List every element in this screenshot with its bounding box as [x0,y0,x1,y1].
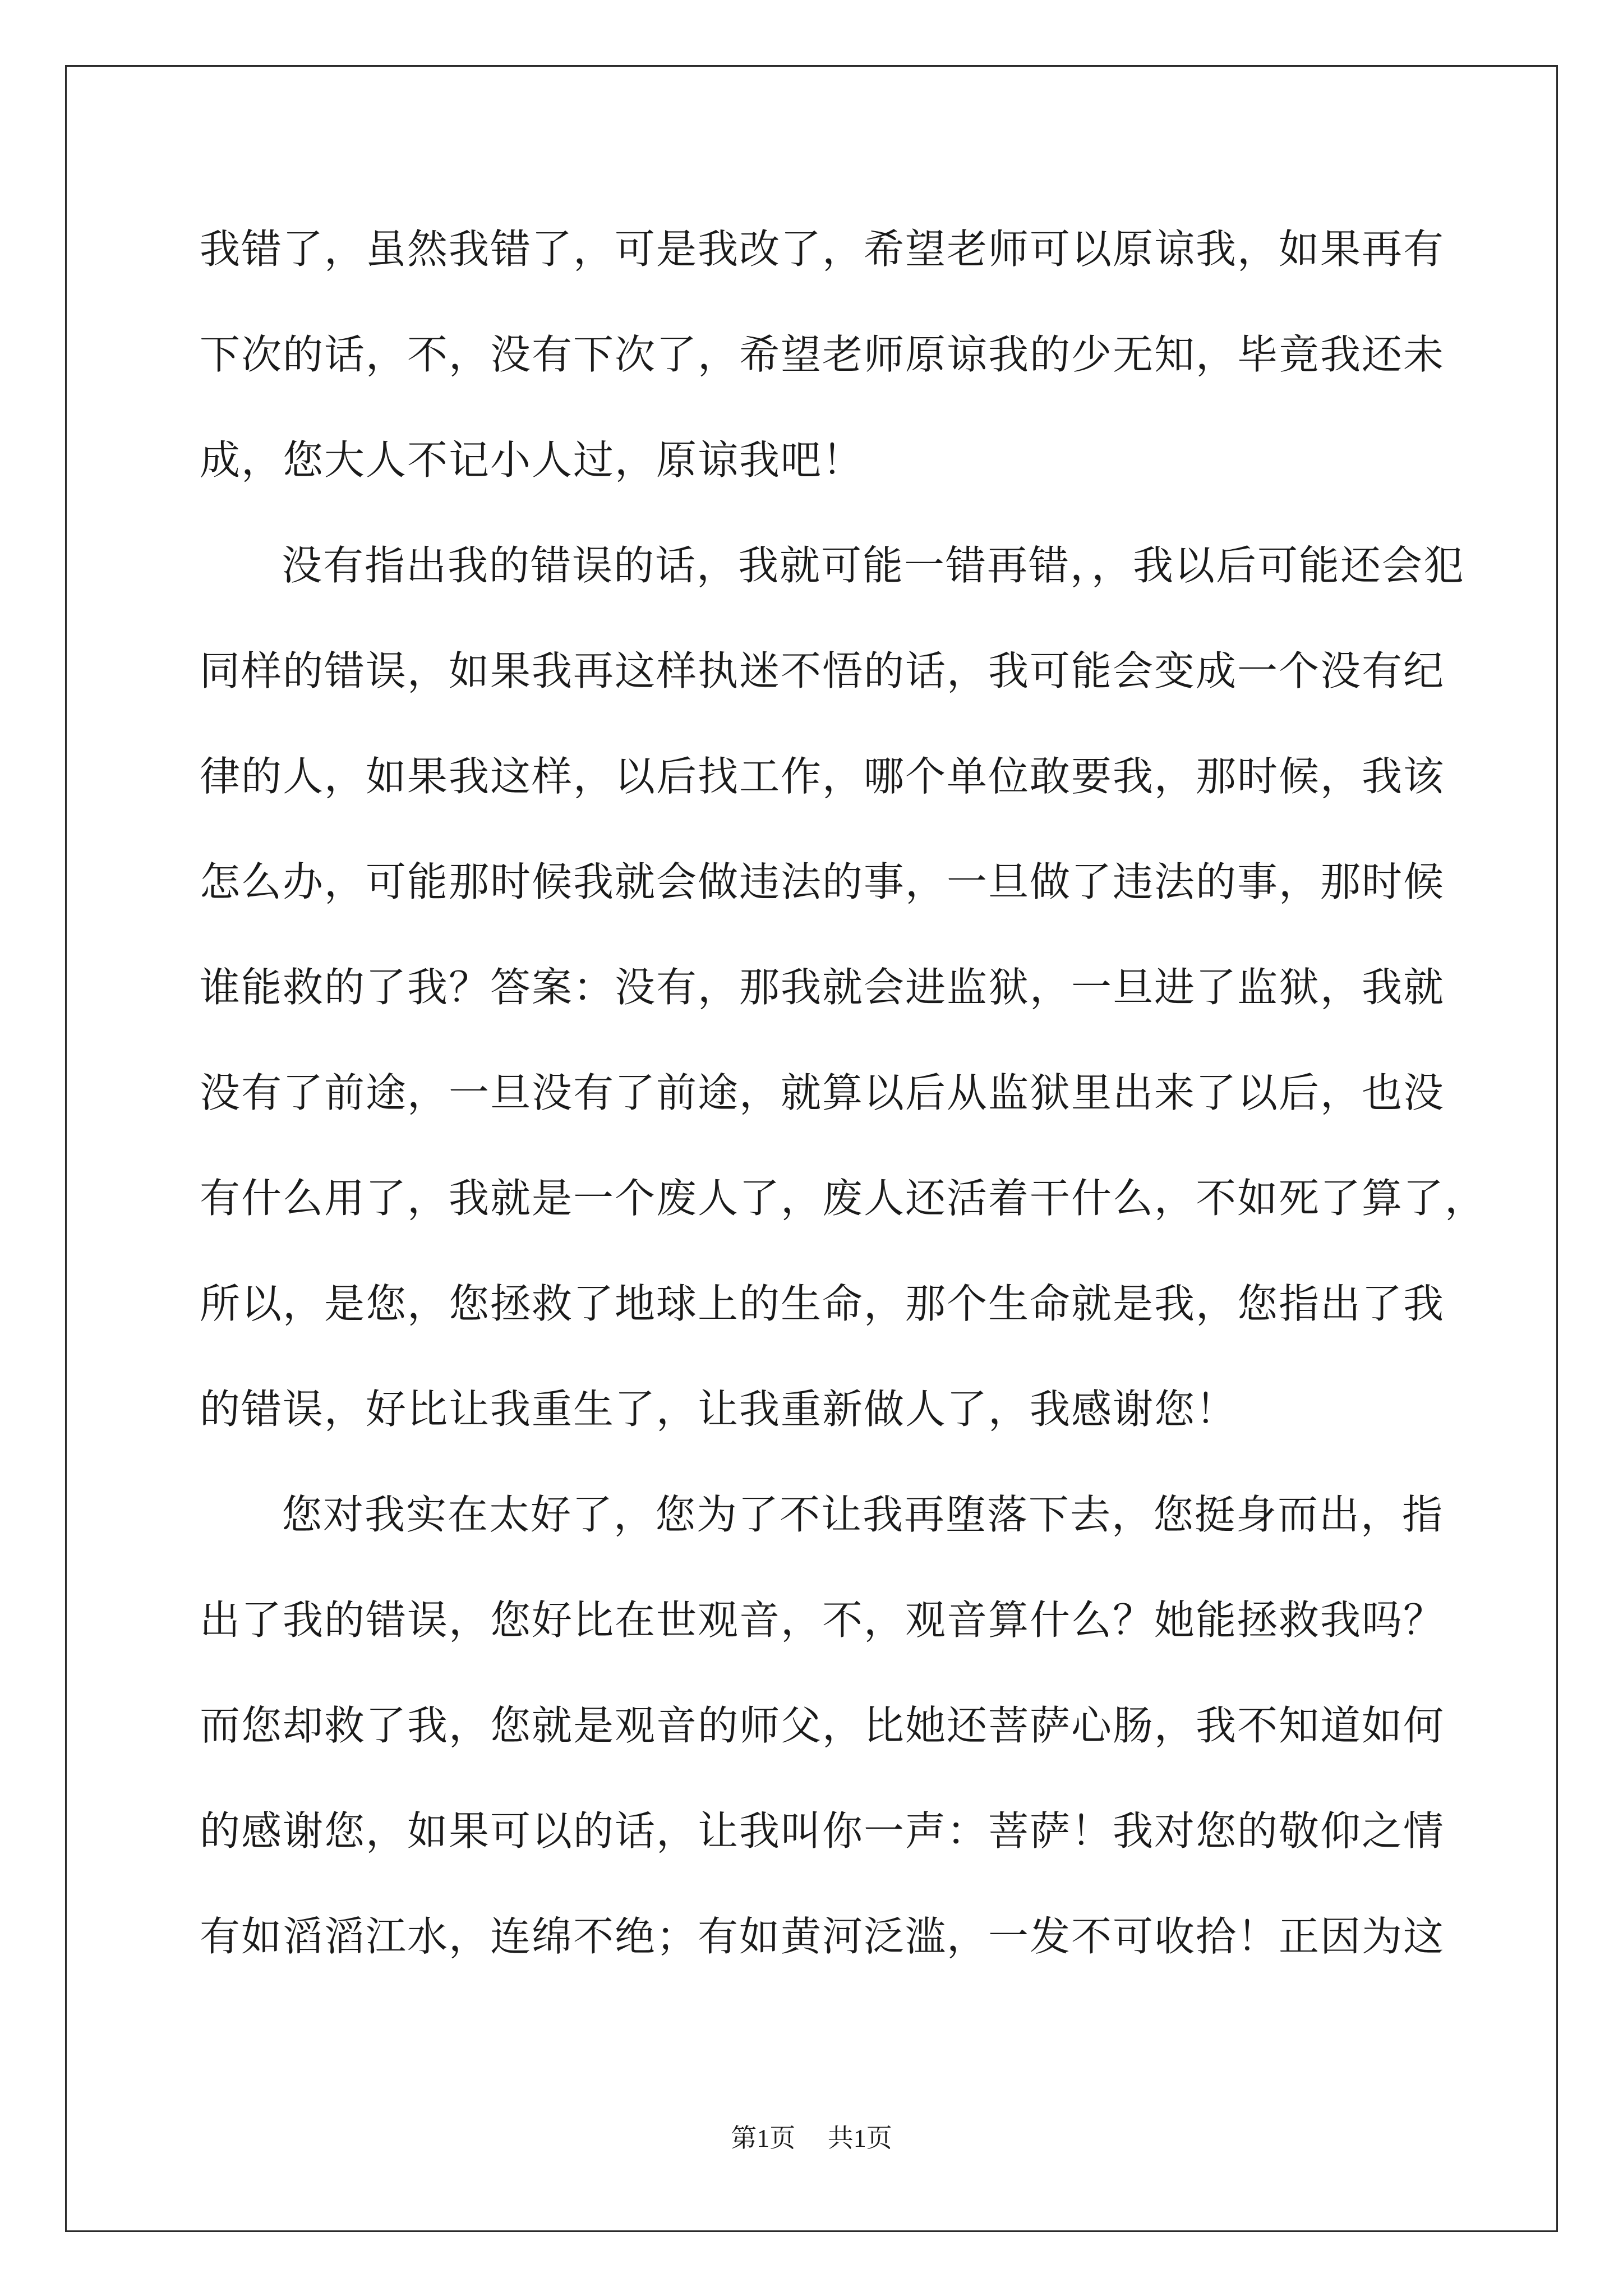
text-line: 而您却救了我，您就是观音的师父，比她还菩萨心肠，我不知道如何 [200,1702,1445,1749]
text-line: 有什么用了，我就是一个废人了，废人还活着干什么，不如死了算了， [200,1175,1487,1222]
text-line: 的错误，好比让我重生了，让我重新做人了，我感谢您！ [200,1386,1238,1433]
text-line: 我错了，虽然我错了，可是我改了，希望老师可以原谅我，如果再有 [200,226,1445,273]
text-line: 的感谢您，如果可以的话，让我叫你一声：菩萨！我对您的敬仰之情 [200,1807,1445,1855]
text-line: 所以，是您，您拯救了地球上的生命，那个生命就是我，您指出了我 [200,1280,1445,1327]
text-line: 同样的错误，如果我再这样执迷不悟的话，我可能会变成一个没有纪 [200,647,1445,694]
page-footer [0,2118,1623,2155]
page-number-current: 第1页 [731,2124,796,2152]
document-body [200,208,1487,2000]
text-line: 有如滔滔江水，连绵不绝；有如黄河泛滥，一发不可收拾！正因为这 [200,1913,1445,1960]
text-line: 律的人，如果我这样，以后找工作，哪个单位敢要我，那时候，我该 [200,753,1445,800]
text-line: 成，您大人不记小人过，原谅我吧！ [200,436,864,484]
text-line: 没有了前途，一旦没有了前途，就算以后从监狱里出来了以后，也没 [200,1069,1445,1116]
text-line: 谁能救的了我？答案：没有，那我就会进监狱，一旦进了监狱，我就 [200,964,1445,1011]
paragraph-start-line: 没有指出我的错误的话，我就可能一错再错，，我以后可能还会犯 [282,542,1465,589]
text-line: 下次的话，不，没有下次了，希望老师原谅我的少无知，毕竟我还未 [200,331,1445,378]
text-line: 怎么办，可能那时候我就会做违法的事，一旦做了违法的事，那时候 [200,858,1445,905]
text-line: 出了我的错误，您好比在世观音，不，观音算什么？她能拯救我吗？ [200,1596,1445,1644]
paragraph-start-line: 您对我实在太好了，您为了不让我再堕落下去，您挺身而出，指 [282,1491,1444,1538]
page-number-total: 共1页 [827,2124,892,2152]
